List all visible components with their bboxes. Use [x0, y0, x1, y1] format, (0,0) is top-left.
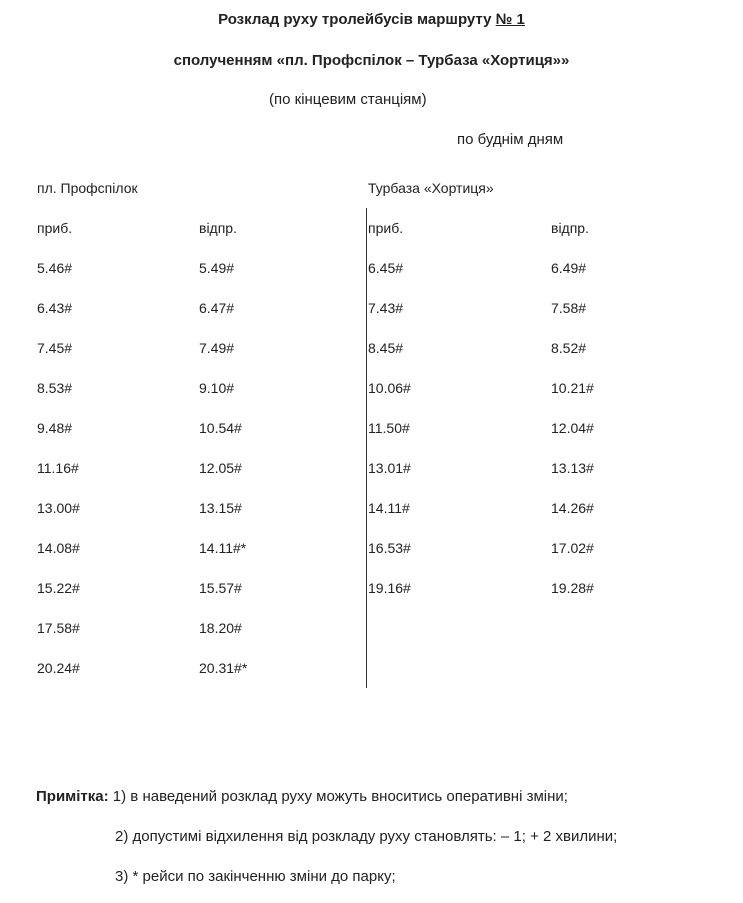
left-departure-time: 7.49# — [199, 340, 235, 356]
left-arrival-time: 8.53# — [37, 380, 73, 396]
left-departure-header: відпр. — [199, 220, 237, 236]
left-departure-time: 14.11#* — [199, 540, 247, 556]
right-departure-header: відпр. — [551, 220, 589, 236]
route-subtitle: сполученням «пл. Профспілок – Турбаза «Хортиця»» — [173, 52, 570, 69]
right-departure-time: 8.52# — [551, 340, 587, 356]
left-arrival-time: 5.46# — [37, 260, 73, 276]
right-arrival-time: 7.43# — [368, 300, 404, 316]
right-arrival-time: 6.45# — [368, 260, 404, 276]
right-departure-time: 19.28# — [551, 580, 594, 596]
note-item: 3) * рейси по закінченню зміни до парку; — [115, 868, 396, 885]
left-arrival-time: 17.58# — [37, 620, 80, 636]
note-item: 2) допустимі відхилення від розкладу руху становлять: – 1; + 2 хвилини; — [115, 828, 618, 845]
left-departure-time: 10.54# — [199, 420, 242, 436]
left-arrival-time: 14.08# — [37, 540, 80, 556]
route-number: № 1 — [495, 11, 525, 28]
terminal-note: (по кінцевим станціям) — [269, 91, 427, 108]
left-arrival-time: 6.43# — [37, 300, 73, 316]
note-item: 1) в наведений розклад руху можуть вноситись оперативні зміни; — [112, 788, 568, 805]
right-departure-time: 10.21# — [551, 380, 594, 396]
left-departure-time: 20.31#* — [199, 660, 248, 676]
left-departure-time: 13.15# — [199, 500, 242, 516]
right-departure-time: 13.13# — [551, 460, 594, 476]
right-arrival-time: 14.11# — [368, 500, 410, 516]
column-divider — [366, 208, 367, 688]
left-arrival-time: 20.24# — [37, 660, 80, 676]
day-type: по буднім дням — [457, 131, 564, 148]
notes-line-3 — [115, 868, 396, 885]
left-departure-time: 9.10# — [199, 380, 235, 396]
left-departure-time: 6.47# — [199, 300, 235, 316]
left-departure-time: 18.20# — [199, 620, 242, 636]
left-departure-time: 12.05# — [199, 460, 242, 476]
right-arrival-time: 8.45# — [368, 340, 404, 356]
left-arrival-time: 13.00# — [37, 500, 80, 516]
left-departure-time: 5.49# — [199, 260, 235, 276]
left-arrival-header: приб. — [37, 220, 73, 236]
left-departure-time: 15.57# — [199, 580, 242, 596]
right-arrival-time: 16.53# — [368, 540, 411, 556]
right-arrival-header: приб. — [368, 220, 404, 236]
page-title — [0, 11, 743, 28]
right-departure-time: 14.26# — [551, 500, 594, 516]
left-arrival-time: 9.48# — [37, 420, 73, 436]
notes-line-1 — [36, 788, 568, 805]
right-arrival-time: 11.50# — [368, 420, 410, 436]
left-arrival-time: 11.16# — [37, 460, 79, 476]
right-arrival-time: 13.01# — [368, 460, 411, 476]
left-arrival-time: 15.22# — [37, 580, 80, 596]
notes-label: Примітка: — [36, 788, 109, 805]
title-prefix: Розклад руху тролейбусів маршруту — [218, 11, 496, 28]
right-departure-time: 12.04# — [551, 420, 594, 436]
right-arrival-time: 19.16# — [368, 580, 411, 596]
right-departure-time: 6.49# — [551, 260, 587, 276]
left-arrival-time: 7.45# — [37, 340, 73, 356]
notes-line-2 — [115, 828, 617, 845]
left-station-name: пл. Профспілок — [37, 180, 138, 196]
right-departure-time: 7.58# — [551, 300, 587, 316]
right-departure-time: 17.02# — [551, 540, 594, 556]
right-arrival-time: 10.06# — [368, 380, 411, 396]
right-station-name: Турбаза «Хортиця» — [368, 180, 494, 196]
